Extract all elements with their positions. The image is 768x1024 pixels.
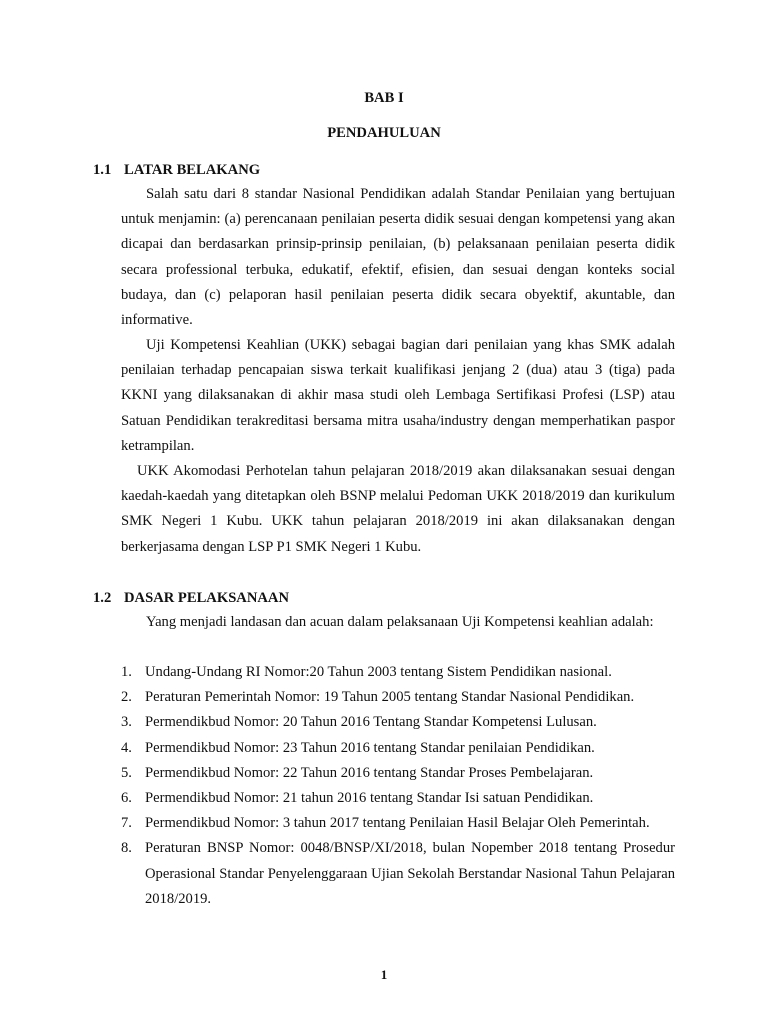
list-item <box>121 811 675 836</box>
page-number: 1 <box>380 967 388 982</box>
list-number: 3. <box>121 714 132 731</box>
paragraph-dasar-intro: Yang menjadi landasan dan acuan dalam pelaksanaan Uji Kompetensi keahlian adalah: <box>146 614 654 630</box>
list-item <box>121 710 675 735</box>
list-number: 8. <box>121 840 132 857</box>
legal-basis-list <box>121 660 675 912</box>
list-item <box>121 786 675 811</box>
list-number: 7. <box>121 815 132 832</box>
list-item-text: Permendikbud Nomor: 21 tahun 2016 tentang Standar Isi satuan Pendidikan. <box>145 790 594 807</box>
list-item-text: Peraturan Pemerintah Nomor: 19 Tahun 2005 tentang Standar Nasional Pendidikan. <box>145 689 635 706</box>
list-item-text: Permendikbud Nomor: 3 tahun 2017 tentang Penilaian Hasil Belajar Oleh Pemerintah. <box>145 815 650 832</box>
list-item <box>121 685 675 710</box>
list-item <box>121 761 675 786</box>
paragraph-ukk: Uji Kompetensi Keahlian (UKK) sebagai bagian dari penilaian yang khas SMK adalah penilaian terhadap pencapaian siswa terkait kualifikasi jenjang 2 (dua) atau 3 (tiga) pada KKNI yang dilaksanakan di akhir masa studi oleh Lembaga Sertifikasi Profesi (LSP) atau Satuan Pendidikan terakreditasi bersama mitra usaha/industry dengan memperhatikan paspor ketrampilan. <box>121 337 675 454</box>
section-title: DASAR PELAKSANAAN <box>124 590 290 606</box>
paragraph-ukk-akomodasi: UKK Akomodasi Perhotelan tahun pelajaran 2018/2019 akan dilaksanakan sesuai dengan kaedah-kaedah yang ditetapkan oleh BSNP melalui Pedoman UKK 2018/2019 dan kurikulum SMK Negeri 1 Kubu. UKK tahun pelajaran 2018/2019 ini akan dilaksanakan dengan berkerjasama dengan LSP P1 SMK Negeri 1 Kubu. <box>121 463 675 555</box>
list-item-text: Permendikbud Nomor: 20 Tahun 2016 Tentang Standar Kompetensi Lulusan. <box>145 714 597 731</box>
list-number: 4. <box>121 739 132 756</box>
list-number: 1. <box>121 664 132 680</box>
list-number: 6. <box>121 790 132 807</box>
list-number: 5. <box>121 764 132 781</box>
list-item-text: Peraturan BNSP Nomor: 0048/BNSP/XI/2018, bulan Nopember 2018 tentang Prosedur Operasional Standar Penyelenggaraan Ujian Sekolah Berstandar Nasional Tahun Pelajaran 2018/2019. <box>145 840 675 907</box>
section-heading-dasar-pelaksanaan <box>93 590 289 607</box>
section-heading-latar-belakang <box>93 162 260 179</box>
list-item <box>121 736 675 761</box>
list-item-text: Permendikbud Nomor: 22 Tahun 2016 tentang Standar Proses Pembelajaran. <box>145 764 594 781</box>
section-number: 1.2 <box>93 590 112 606</box>
list-number: 2. <box>121 689 132 706</box>
paragraph-standar-penilaian: Salah satu dari 8 standar Nasional Pendidikan adalah Standar Penilaian yang bertujuan untuk menjamin: (a) perencanaan penilaian peserta didik sesuai dengan kompetensi yang akan dicapai dan berdasarkan prinsip-prinsip penilaian, (b) pelaksanaan penilaian peserta didik secara professional terbuka, edukatif, efektif, efisien, dan sesuai dengan konteks social budaya, dan (c) pelaporan hasil penilaian peserta didik secara obyektif, akuntable, dan informative. <box>121 186 675 329</box>
chapter-label: BAB I <box>364 90 404 106</box>
section-title: LATAR BELAKANG <box>124 162 261 178</box>
section-number: 1.1 <box>93 162 112 178</box>
chapter-title: PENDAHULUAN <box>327 125 441 141</box>
list-item-text: Undang-Undang RI Nomor:20 Tahun 2003 tentang Sistem Pendidikan nasional. <box>145 664 612 680</box>
list-item <box>121 660 675 685</box>
list-item <box>121 836 675 912</box>
list-item-text: Permendikbud Nomor: 23 Tahun 2016 tentang Standar penilaian Pendidikan. <box>145 739 595 756</box>
